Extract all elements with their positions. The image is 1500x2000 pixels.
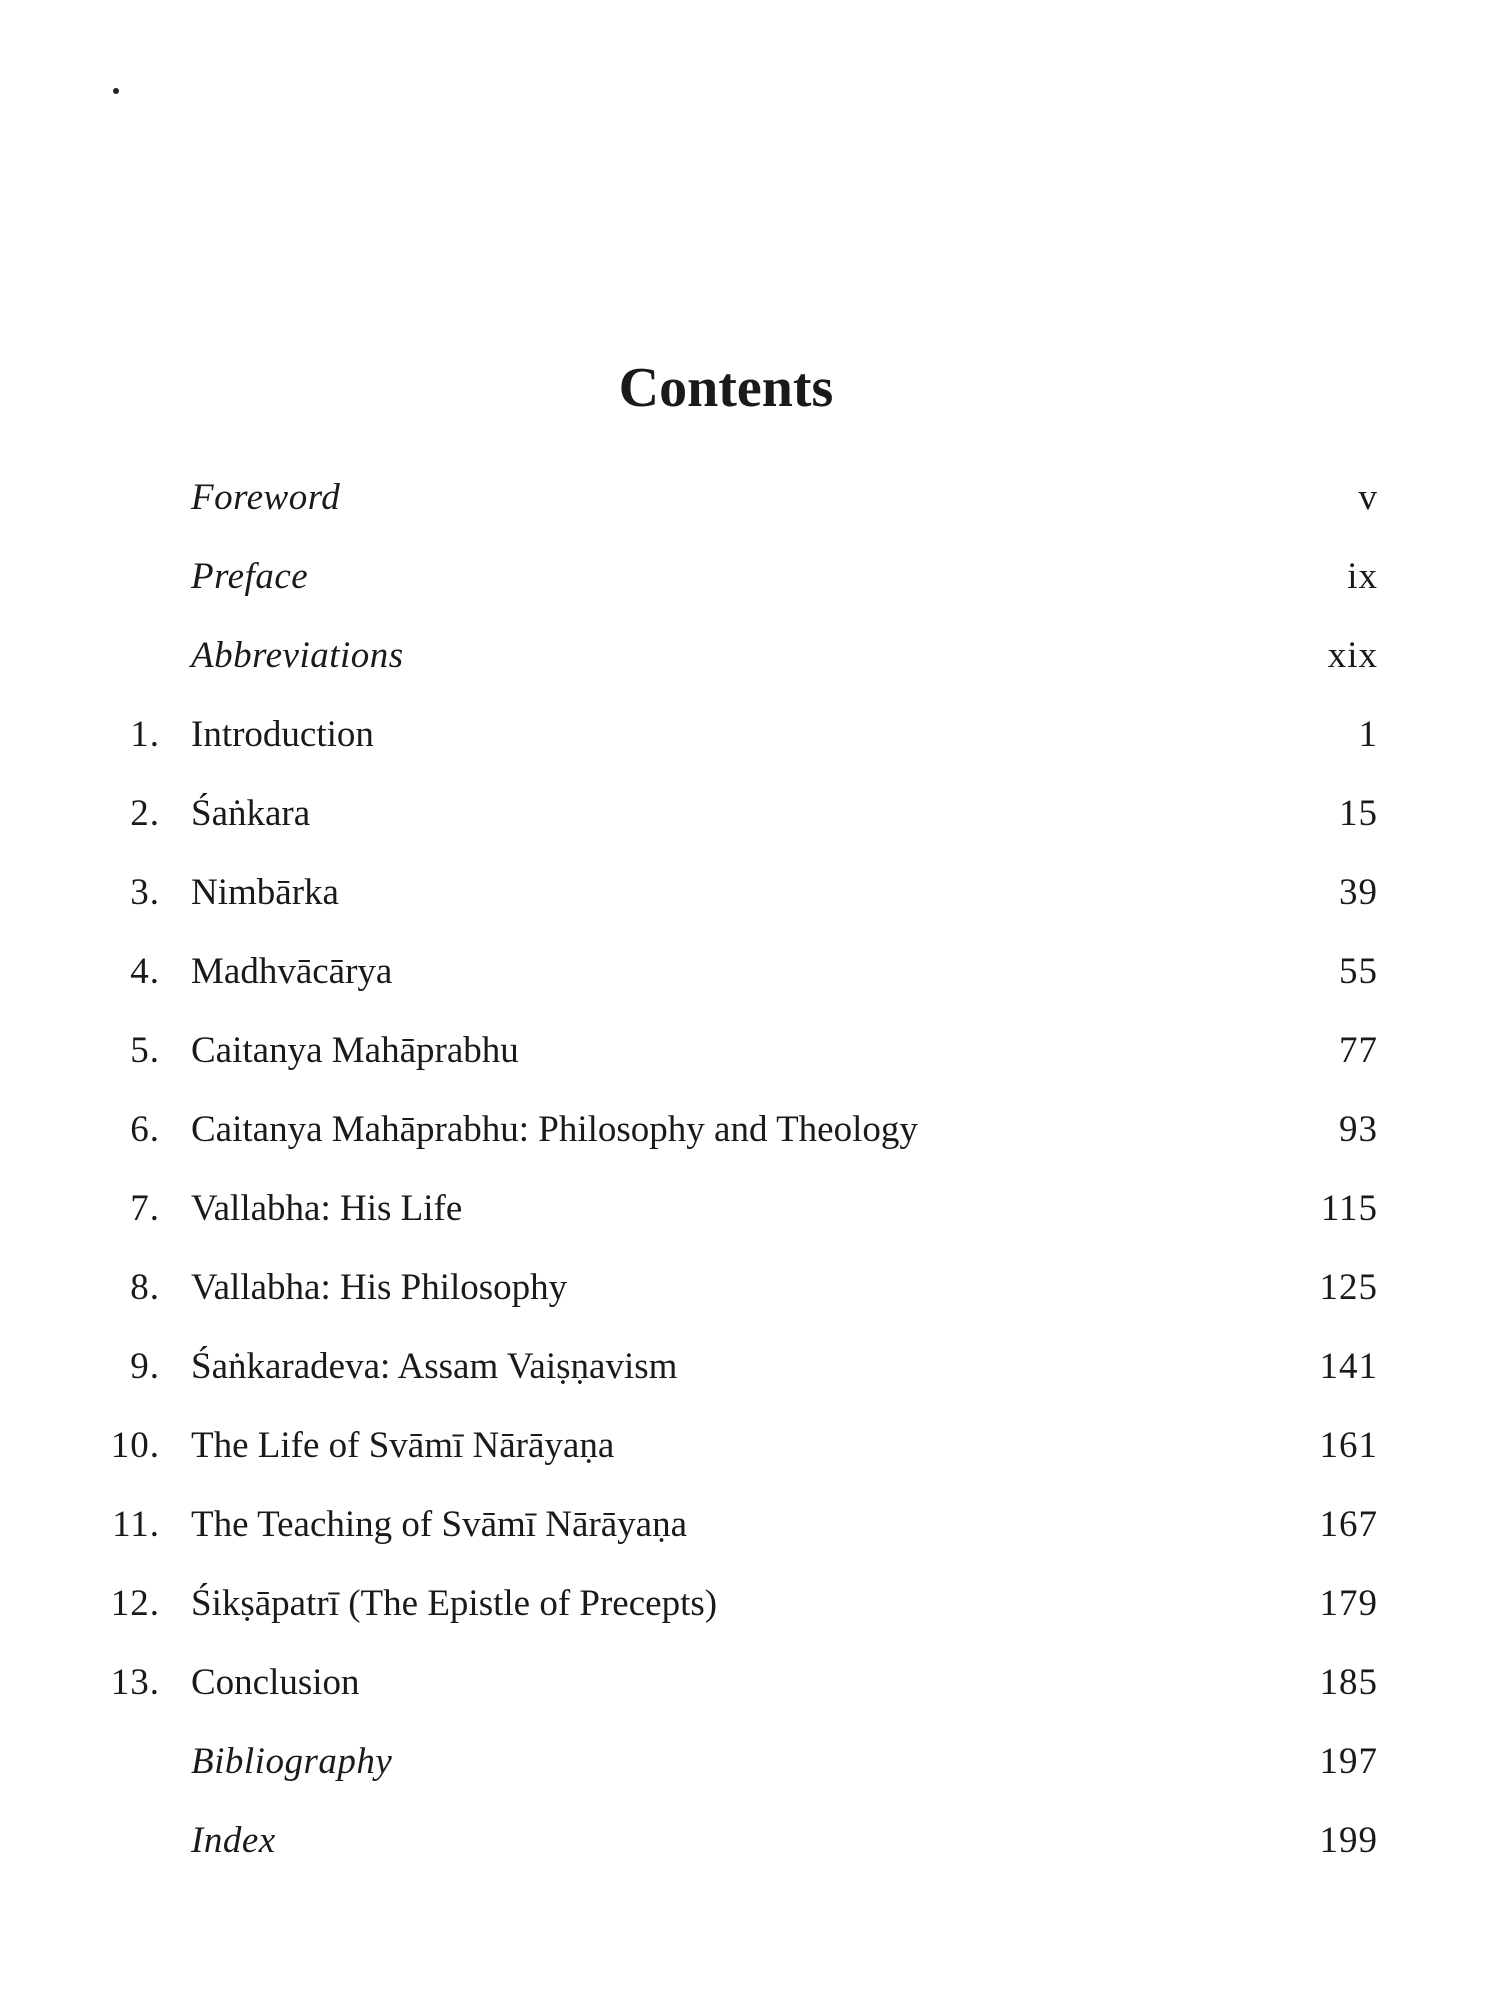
entry-title: Śaṅkaradeva: Assam Vaiṣṇavism	[191, 1346, 678, 1387]
entry-title: Nimbārka	[191, 872, 339, 913]
toc-entry	[0, 870, 1500, 949]
toc-entry	[0, 1502, 1500, 1581]
entry-title: Śaṅkara	[191, 793, 311, 834]
page-number: ix	[1347, 556, 1378, 597]
page-number: xix	[1327, 635, 1378, 676]
page-number: 77	[1339, 1030, 1378, 1071]
chapter-number: 11.	[112, 1504, 160, 1545]
entry-title: Bibliography	[191, 1741, 393, 1782]
entry-title: The Teaching of Svāmī Nārāyaṇa	[191, 1504, 688, 1545]
entry-title: Śikṣāpatrī (The Epistle of Precepts)	[191, 1583, 718, 1624]
table-of-contents	[0, 475, 1500, 1897]
toc-entry	[0, 791, 1500, 870]
toc-entry	[0, 1739, 1500, 1818]
entry-title: The Life of Svāmī Nārāyaṇa	[191, 1425, 615, 1466]
entry-title: Vallabha: His Life	[191, 1188, 463, 1229]
toc-entry	[0, 949, 1500, 1028]
entry-title: Vallabha: His Philosophy	[191, 1267, 568, 1308]
page-number: 141	[1319, 1346, 1378, 1387]
page-number: 93	[1339, 1109, 1378, 1150]
ink-speck	[113, 88, 119, 94]
page-number: v	[1358, 477, 1378, 518]
toc-entry	[0, 1660, 1500, 1739]
entry-title: Preface	[191, 556, 309, 597]
toc-entry	[0, 1423, 1500, 1502]
chapter-number: 4.	[130, 951, 160, 992]
page-number: 179	[1319, 1583, 1378, 1624]
page-number: 199	[1319, 1820, 1378, 1861]
entry-title: Introduction	[191, 714, 374, 755]
entry-title: Conclusion	[191, 1662, 360, 1703]
toc-entry	[0, 1818, 1500, 1897]
toc-entry	[0, 554, 1500, 633]
entry-title: Madhvācārya	[191, 951, 393, 992]
page-number: 55	[1339, 951, 1378, 992]
toc-entry	[0, 1028, 1500, 1107]
page-number: 161	[1319, 1425, 1378, 1466]
page-number: 1	[1358, 714, 1378, 755]
chapter-number: 3.	[130, 872, 160, 913]
entry-title: Foreword	[191, 477, 341, 518]
page-number: 39	[1339, 872, 1378, 913]
chapter-number: 2.	[130, 793, 160, 834]
chapter-number: 8.	[130, 1267, 160, 1308]
page-title: Contents	[618, 356, 834, 419]
page-number: 15	[1339, 793, 1378, 834]
toc-entry	[0, 475, 1500, 554]
chapter-number: 13.	[110, 1662, 160, 1703]
chapter-number: 1.	[130, 714, 160, 755]
toc-entry	[0, 1265, 1500, 1344]
chapter-number: 10.	[110, 1425, 160, 1466]
chapter-number: 9.	[130, 1346, 160, 1387]
entry-title: Abbreviations	[191, 635, 404, 676]
page-number: 115	[1320, 1188, 1378, 1229]
toc-entry	[0, 633, 1500, 712]
page-number: 125	[1319, 1267, 1378, 1308]
chapter-number: 7.	[130, 1188, 160, 1229]
entry-title: Caitanya Mahāprabhu	[191, 1030, 519, 1071]
entry-title: Index	[191, 1820, 276, 1861]
chapter-number: 12.	[110, 1583, 160, 1624]
toc-entry	[0, 1344, 1500, 1423]
toc-entry	[0, 1186, 1500, 1265]
page-number: 185	[1319, 1662, 1378, 1703]
toc-entry	[0, 712, 1500, 791]
toc-entry	[0, 1581, 1500, 1660]
entry-title: Caitanya Mahāprabhu: Philosophy and Theology	[191, 1109, 918, 1150]
chapter-number: 5.	[130, 1030, 160, 1071]
page-number: 167	[1319, 1504, 1378, 1545]
toc-entry	[0, 1107, 1500, 1186]
chapter-number: 6.	[130, 1109, 160, 1150]
page-number: 197	[1319, 1741, 1378, 1782]
